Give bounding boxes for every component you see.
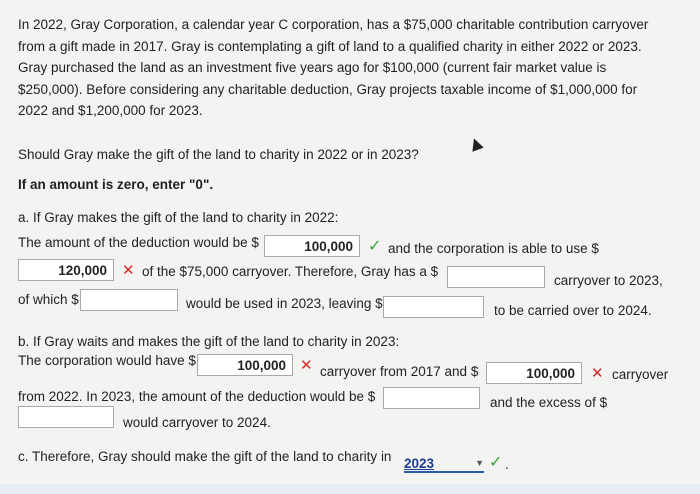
part-c-prefix: c. Therefore, Gray should make the gift of the land to charity in	[18, 449, 392, 464]
carryover-2023-input[interactable]	[447, 266, 545, 288]
problem-line: In 2022, Gray Corporation, a calendar year C corporation, has a $75,000 charitable contribution carryover	[18, 17, 649, 32]
part-a-line3-suffix: to be carried over to 2024.	[494, 303, 652, 318]
incorrect-x-icon: ✕	[300, 357, 313, 374]
part-a-line2-text: of the $75,000 carryover. Therefore, Gray has a $	[142, 264, 439, 279]
carryover-2017-input[interactable]: 100,000	[197, 354, 293, 376]
part-b-line2-suffix: and the excess of $	[490, 395, 608, 410]
bottom-bar	[0, 484, 700, 494]
problem-statement	[18, 14, 686, 122]
part-b-heading: b. If Gray waits and makes the gift of the land to charity in 2023:	[18, 334, 400, 349]
part-b-line1-mid: carryover from 2017 and $	[320, 364, 479, 379]
part-a-line1-prefix: The amount of the deduction would be $	[18, 235, 259, 250]
used-in-2023-input[interactable]	[80, 289, 178, 311]
carryover-used-2022-input[interactable]: 120,000	[18, 259, 114, 281]
part-b-line1-suffix: carryover	[612, 367, 669, 382]
excess-carryover-2024-input[interactable]	[18, 406, 114, 428]
deduction-2023-input[interactable]	[383, 387, 480, 409]
year-select[interactable]	[404, 455, 484, 473]
carryover-2022-input[interactable]: 100,000	[486, 362, 582, 384]
part-b-line1-prefix: The corporation would have $	[18, 353, 196, 368]
correct-check-icon: ✓	[489, 454, 503, 471]
deduction-2022-input[interactable]: 100,000	[264, 235, 360, 257]
problem-line: 2022 and $1,200,000 for 2023.	[18, 103, 203, 118]
part-c-trailing: .	[505, 457, 509, 472]
part-a-line3-mid: would be used in 2023, leaving $	[186, 296, 383, 311]
problem-line: from a gift made in 2017. Gray is contemplating a gift of land to a qualified charity in either 2022 or 2023.	[18, 38, 642, 54]
mouse-cursor-icon	[468, 136, 483, 151]
part-a-line3-prefix: of which $	[18, 292, 79, 307]
correct-check-icon: ✓	[368, 238, 382, 255]
part-a-heading: a. If Gray makes the gift of the land to charity in 2022:	[18, 210, 339, 225]
problem-line: Gray purchased the land as an investment five years ago for $100,000 (current fair market value is	[18, 60, 607, 75]
incorrect-x-icon: ✕	[591, 365, 604, 382]
question-text: Should Gray make the gift of the land to charity in 2022 or in 2023?	[18, 147, 419, 162]
part-b-line2-prefix: from 2022. In 2023, the amount of the deduction would be $	[18, 389, 376, 404]
problem-line: $250,000). Before considering any charitable deduction, Gray projects taxable income of $1,000,000 for	[18, 81, 638, 97]
part-b-line3-suffix: would carryover to 2024.	[123, 415, 271, 430]
incorrect-x-icon: ✕	[122, 262, 135, 279]
year-select-value: 2023	[404, 455, 435, 471]
part-a-line1-suffix: and the corporation is able to use $	[388, 241, 599, 256]
chevron-down-icon: ▼	[475, 458, 484, 468]
part-a-line2-suffix: carryover to 2023,	[554, 273, 663, 288]
carried-to-2024-input[interactable]	[383, 296, 484, 318]
zero-instruction: If an amount is zero, enter "0".	[18, 177, 214, 192]
